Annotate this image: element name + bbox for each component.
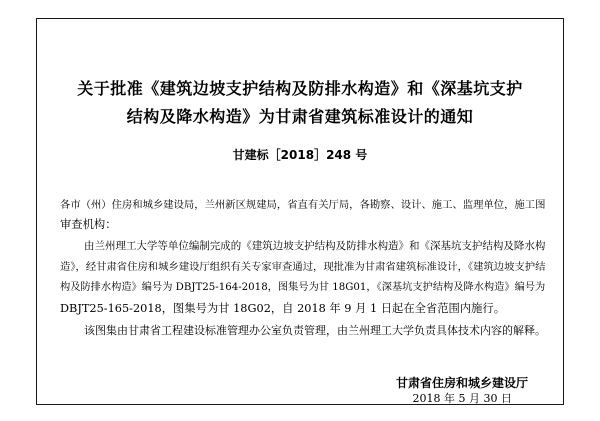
paragraph-1-line-1: 由兰州理工大学等单位编制完成的《建筑边坡支护结构及防排水构造》和《深基坑支护结构及降水构 (84, 240, 546, 252)
signature-organization: 甘肃省住房和城乡建设厅 (395, 376, 528, 390)
notice-title-line-2: 结构及降水构造》为甘肃省建筑标准设计的通知 (126, 107, 474, 126)
paragraph-2: 该图集由甘肃省工程建设标准管理办公室负责管理，由兰州理工大学负责具体技术内容的解释。 (84, 324, 546, 337)
salutation-line-2: 审查机构： (60, 218, 117, 231)
document-number: 甘建标［2018］248 号 (232, 148, 368, 162)
paragraph-1-line-4: DBJT25-165-2018，图集号为甘 18G02，自 2018 年 9 月 1 日起在全省范围内施行。 (60, 302, 506, 315)
salutation-line-1: 各市（州）住房和城乡建设局，兰州新区规建局，省直有关厅局，各勘察、设计、施工、监理单位，施工图 (60, 199, 546, 211)
paragraph-1-line-2: 造》，经甘肃省住房和城乡建设厅组织有关专家审查通过，现批准为甘肃省建筑标准设计，《建筑边坡支护结 (60, 261, 546, 273)
paragraph-1-line-3: 构及防排水构造》编号为 DBJT25-164-2018，图集号为甘 18G01，《深基坑支护结构及降水构造》编号为 (60, 282, 546, 293)
signature-date: 2018 年 5 月 30 日 (412, 392, 512, 405)
notice-title-line-1: 关于批准《建筑边坡支护结构及防排水构造》和《深基坑支护 (77, 79, 523, 98)
